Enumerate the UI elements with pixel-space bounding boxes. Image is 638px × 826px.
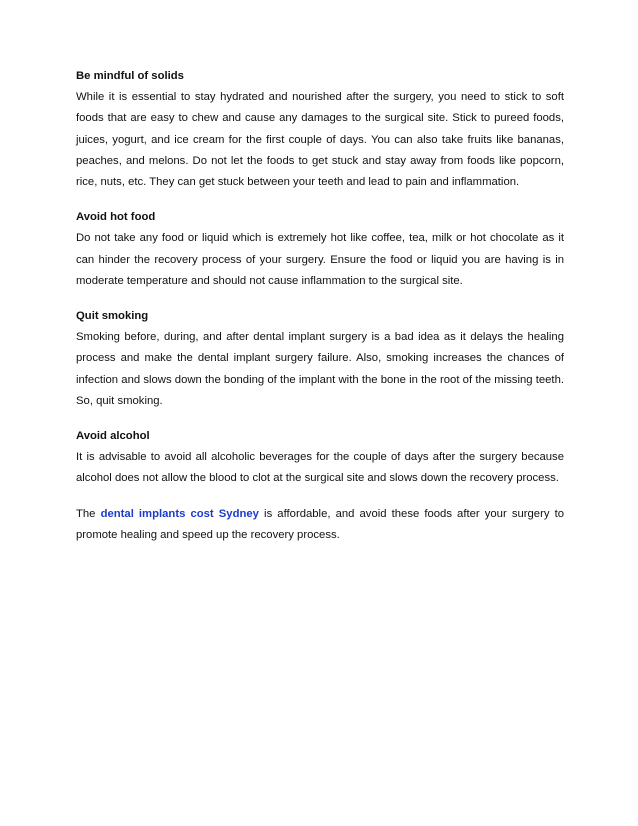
- section-heading: Avoid hot food: [76, 211, 156, 224]
- section-heading: Quit smoking: [76, 310, 149, 323]
- closing-suffix: is affordable, and avoid these foods after your surgery to promote healing and speed up the recovery process.: [76, 507, 564, 541]
- closing-prefix: The: [76, 507, 101, 520]
- section-body: It is advisable to avoid all alcoholic beverages for the couple of days after the surgery because alcohol does not allow the blood to clot at the surgical site and slows down the recovery process.: [76, 451, 564, 485]
- section-body: While it is essential to stay hydrated and nourished after the surgery, you need to stick to soft foods that are easy to chew and cause any damages to the surgical site. Stick to pureed foods, juices, yogurt, and ice cream for the first couple of days. You can also take fruits like bananas, peaches, and melons. Do not let the foods to get stuck and stay away from foods like popcorn, rice, nuts, etc. They can get stuck between your teeth and lead to pain and inflammation.: [76, 91, 564, 189]
- section-hot-food: [76, 207, 564, 292]
- document-page: [76, 66, 564, 546]
- dental-implants-link[interactable]: dental implants cost Sydney: [100, 507, 259, 520]
- section-solids: [76, 66, 564, 193]
- closing-paragraph: [76, 504, 564, 546]
- section-alcohol: [76, 426, 564, 490]
- section-body: Smoking before, during, and after dental implant surgery is a bad idea as it delays the healing process and make the dental implant surgery failure. Also, smoking increases the chances of infection and slows down the bonding of the implant with the bone in the root of the missing teeth. So, quit smoking.: [76, 331, 564, 407]
- section-smoking: [76, 306, 564, 412]
- section-body: Do not take any food or liquid which is extremely hot like coffee, tea, milk or hot chocolate as it can hinder the recovery process of your surgery. Ensure the food or liquid you are having is in moderate temperature and should not cause inflammation to the surgical site.: [76, 232, 564, 287]
- section-heading: Be mindful of solids: [76, 70, 184, 82]
- section-heading: Avoid alcohol: [76, 430, 150, 443]
